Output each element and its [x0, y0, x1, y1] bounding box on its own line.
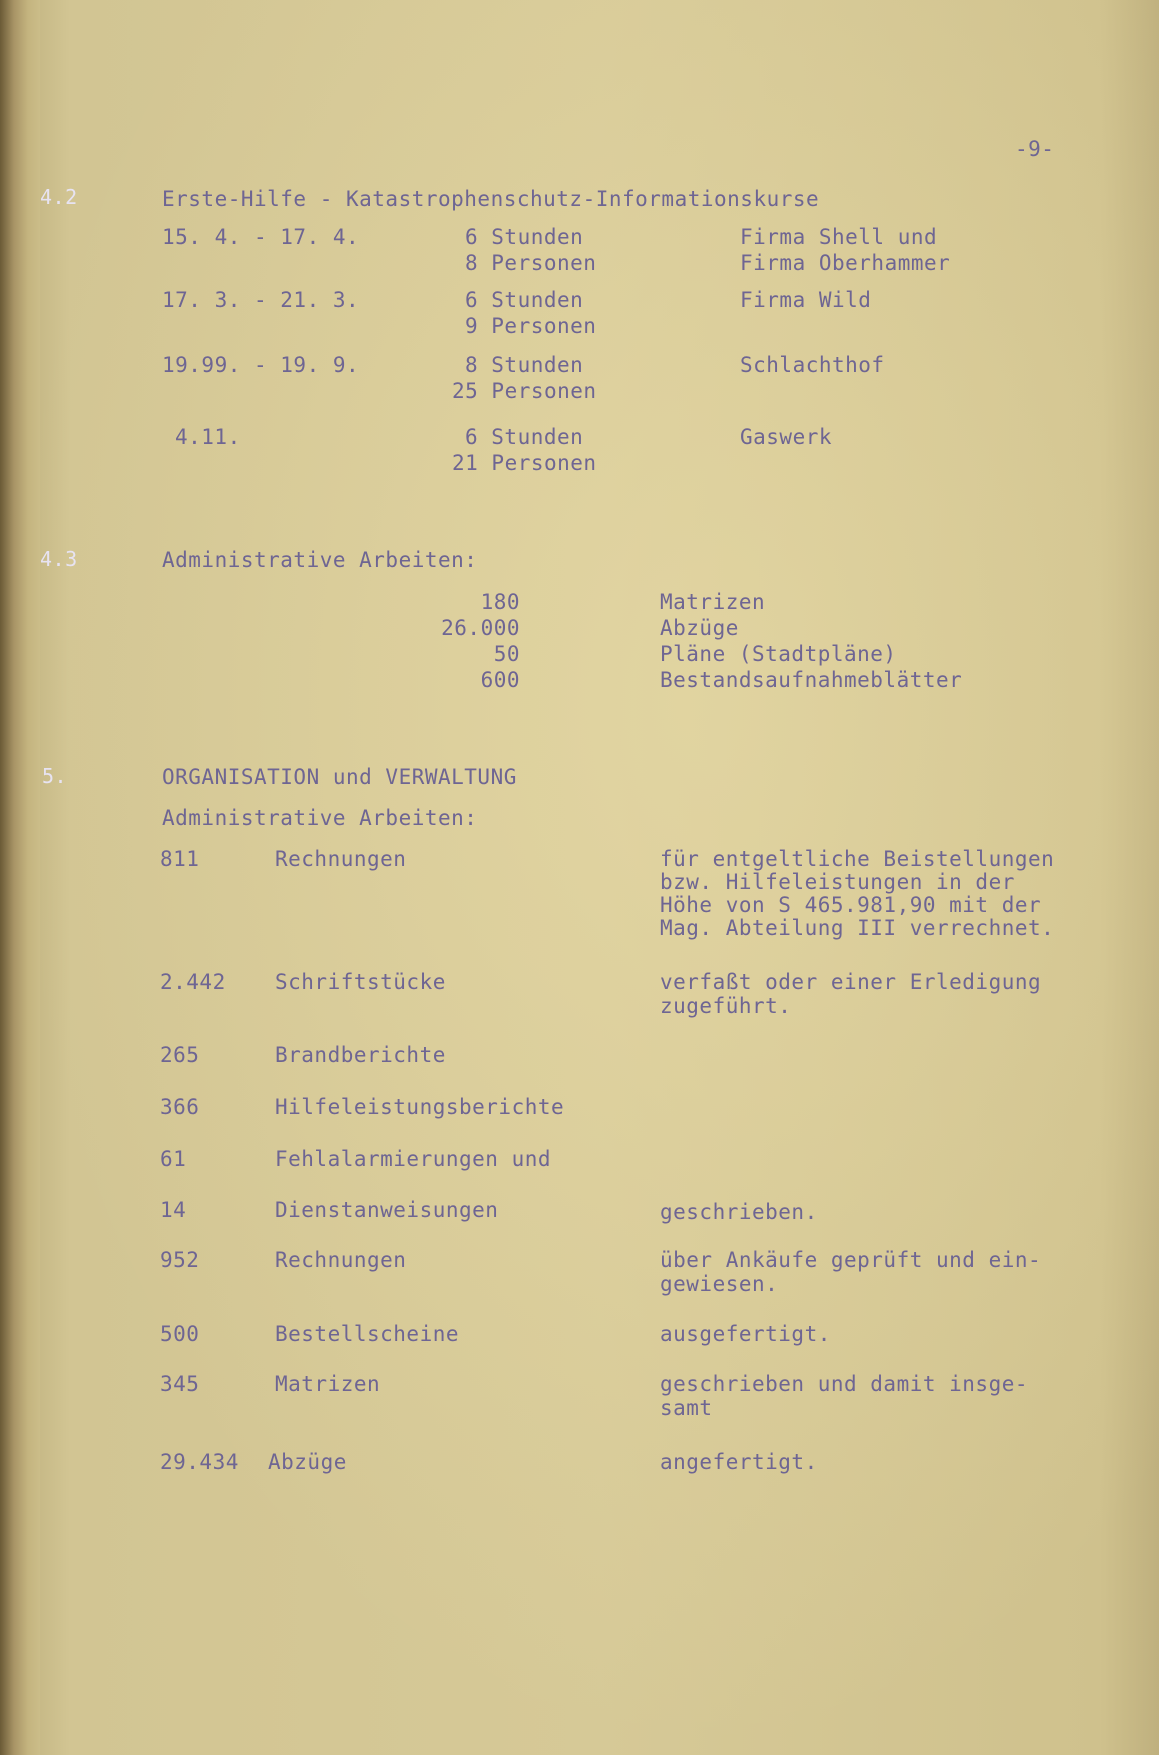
item-note: geschrieben.	[660, 1200, 818, 1224]
section-title: Administrative Arbeiten:	[162, 548, 478, 572]
course-date: 19.99. - 19. 9.	[162, 353, 360, 377]
count-label: Bestandsaufnahmeblätter	[660, 668, 963, 692]
course-date: 15. 4. - 17. 4.	[162, 225, 360, 249]
item-note: samt	[660, 1396, 713, 1420]
item-label: Dienstanweisungen	[275, 1198, 499, 1222]
course-organisation: Gaswerk	[740, 425, 833, 449]
item-label: Matrizen	[275, 1372, 381, 1396]
course-date: 4.11.	[175, 425, 241, 449]
count-value: 345	[160, 1372, 200, 1396]
count-value: 2.442	[160, 970, 226, 994]
item-note: über Ankäufe geprüft und ein-	[660, 1248, 1042, 1272]
course-hours: 6 Stunden	[465, 425, 584, 449]
item-label: Hilfeleistungsberichte	[275, 1095, 565, 1119]
binding-edge	[0, 0, 40, 1755]
item-note: bzw. Hilfeleistungen in der	[660, 870, 1015, 894]
course-hours: 6 Stunden	[465, 225, 584, 249]
item-note: angefertigt.	[660, 1450, 818, 1474]
course-organisation: Firma Oberhammer	[740, 251, 951, 275]
section-number: 4.3	[40, 547, 78, 571]
count-value: 26.000	[441, 616, 520, 640]
course-date: 17. 3. - 21. 3.	[162, 288, 360, 312]
count-label: Pläne (Stadtpläne)	[660, 642, 897, 666]
count-value: 61	[160, 1147, 187, 1171]
item-note: Höhe von S 465.981,90 mit der	[660, 893, 1042, 917]
course-persons: 8 Personen	[465, 251, 597, 275]
item-label: Brandberichte	[275, 1043, 446, 1067]
item-label: Bestellscheine	[275, 1322, 460, 1346]
item-note: Mag. Abteilung III verrechnet.	[660, 916, 1055, 940]
course-organisation: Schlachthof	[740, 353, 885, 377]
section-subtitle: Administrative Arbeiten:	[162, 806, 478, 830]
count-value: 14	[160, 1198, 187, 1222]
count-value: 265	[160, 1043, 200, 1067]
course-hours: 8 Stunden	[465, 353, 584, 377]
item-label: Rechnungen	[275, 847, 407, 871]
count-value: 180	[480, 590, 520, 614]
section-number: 4.2	[40, 185, 78, 209]
count-value: 29.434	[160, 1450, 239, 1474]
count-value: 500	[160, 1322, 200, 1346]
item-note: zugeführt.	[660, 994, 792, 1018]
item-note: gewiesen.	[660, 1272, 779, 1296]
item-label: Rechnungen	[275, 1248, 407, 1272]
course-persons: 21 Personen	[452, 451, 597, 475]
item-note: ausgefertigt.	[660, 1322, 831, 1346]
item-note: verfaßt oder einer Erledigung	[660, 970, 1042, 994]
count-value: 811	[160, 847, 200, 871]
count-label: Abzüge	[660, 616, 739, 640]
course-persons: 9 Personen	[465, 314, 597, 338]
course-hours: 6 Stunden	[465, 288, 584, 312]
course-persons: 25 Personen	[452, 379, 597, 403]
item-label: Abzüge	[268, 1450, 347, 1474]
count-value: 50	[493, 642, 520, 666]
course-organisation: Firma Shell und	[740, 225, 938, 249]
count-value: 600	[480, 668, 520, 692]
item-label: Schriftstücke	[275, 970, 446, 994]
section-number: 5.	[42, 764, 68, 788]
count-value: 366	[160, 1095, 200, 1119]
item-note: für entgeltliche Beistellungen	[660, 847, 1055, 871]
count-label: Matrizen	[660, 590, 766, 614]
item-note: geschrieben und damit insge-	[660, 1372, 1029, 1396]
course-organisation: Firma Wild	[740, 288, 872, 312]
item-label: Fehlalarmierungen und	[275, 1147, 552, 1171]
page-number: -9-	[1015, 137, 1055, 161]
section-title: Erste-Hilfe - Katastrophenschutz-Informationskurse	[162, 187, 820, 211]
count-value: 952	[160, 1248, 200, 1272]
section-title: ORGANISATION und VERWALTUNG	[162, 765, 517, 789]
